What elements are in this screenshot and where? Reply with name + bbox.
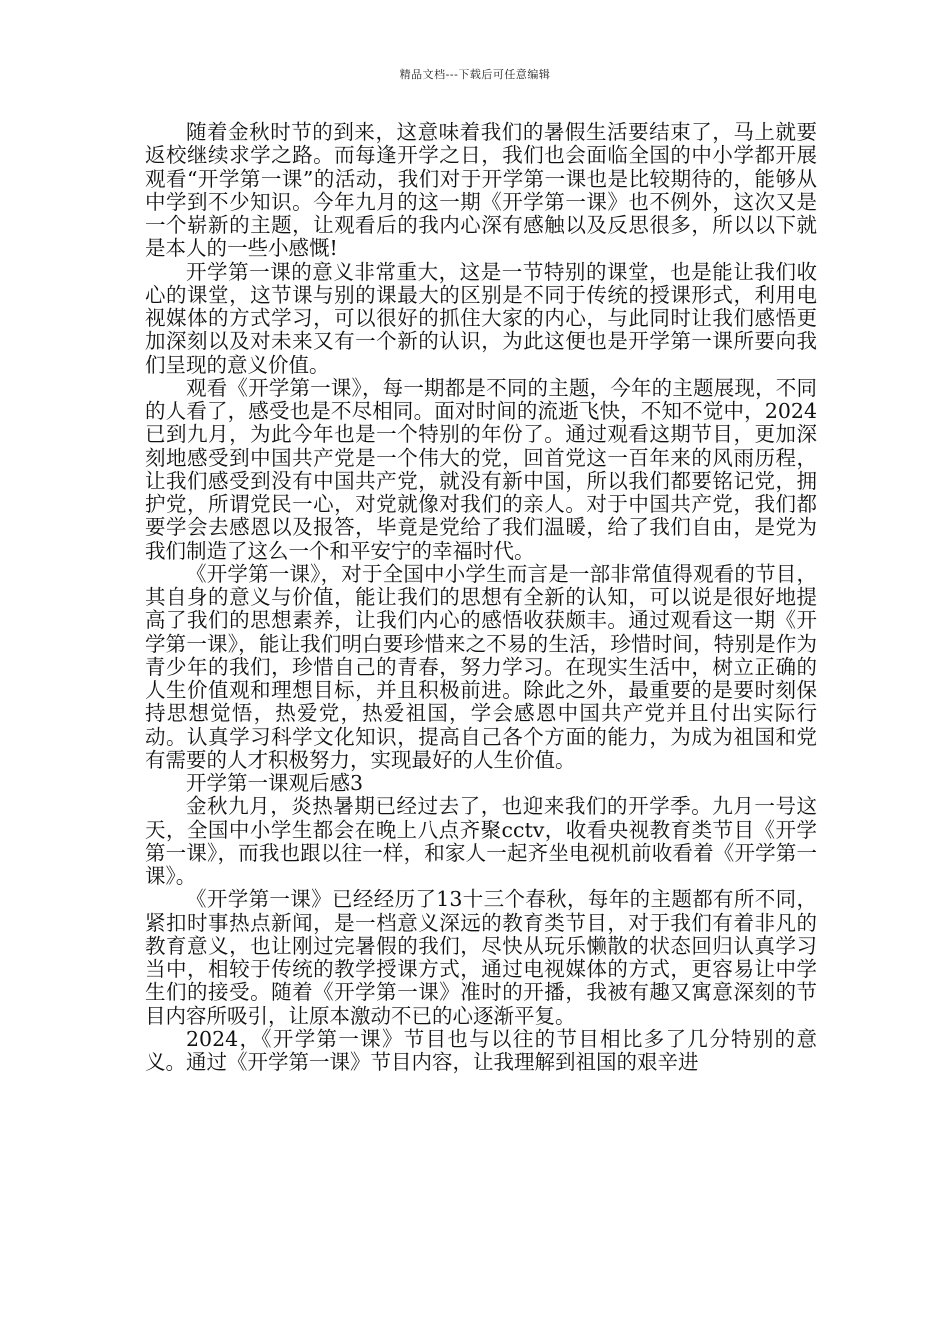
paragraph: 金秋九月，炎热暑期已经过去了，也迎来我们的开学季。九月一号这天，全国中小学生都会在晚上八点齐聚cctv，收看央视教育类节目《开学第一课》，而我也跟以往一样，和家人一起齐坐电视机前收看着《开学第一课》。 [145, 794, 817, 888]
paragraph: 2024，《开学第一课》节目也与以往的节目相比多了几分特别的意义。通过《开学第一课》节目内容，让我理解到祖国的艰辛进 [145, 1026, 817, 1074]
paragraph: 开学第一课的意义非常重大，这是一节特别的课堂，也是能让我们收心的课堂，这节课与别的课最大的区别是不同于传统的授课形式，利用电视媒体的方式学习，可以很好的抓住大家的内心，与此同时让我们感悟更加深刻以及对未来又有一个新的认识，为此这便也是开学第一课所要向我们呈现的意义价值。 [145, 259, 817, 377]
paragraph: 《开学第一课》，对于全国中小学生而言是一部非常值得观看的节目，其自身的意义与价值，能让我们的思想有全新的认知，可以说是很好地提高了我们的思想素养，让我们内心的感悟收获颇丰。通过观看这一期《开学第一课》，能让我们明白要珍惜来之不易的生活，珍惜时间，特别是作为青少年的我们，珍惜自己的青春，努力学习。在现实生活中，树立正确的人生价值观和理想目标，并且积极前进。除此之外，最重要的是要时刻保持思想觉悟，热爱党，热爱祖国，学会感恩中国共产党并且付出实际行动。认真学习科学文化知识，提高自己各个方面的能力，为成为祖国和党有需要的人才积极努力，实现最好的人生价值。 [145, 561, 817, 772]
paragraph: 观看《开学第一课》，每一期都是不同的主题，今年的主题展现，不同的人看了，感受也是不尽相同。面对时间的流逝飞快，不知不觉中，2024已到九月，为此今年也是一个特别的年份了。通过观看这期节目，更加深刻地感受到中国共产党是一个伟大的党，回首党这一百年来的风雨历程，让我们感受到没有中国共产党，就没有新中国，所以我们都要铭记党，拥护党，所谓党民一心，对党就像对我们的亲人。对于中国共产党，我们都要学会去感恩以及报答，毕竟是党给了我们温暖，给了我们自由，是党为我们制造了这么一个和平安宁的幸福时代。 [145, 375, 817, 563]
document-body [145, 121, 817, 1074]
section-heading: 开学第一课观后感3 [186, 771, 364, 795]
paragraph: 随着金秋时节的到来，这意味着我们的暑假生活要结束了，马上就要返校继续求学之路。而每逢开学之日，我们也会面临全国的中小学都开展观看“开学第一课”的活动，我们对于开学第一课也是比较期待的，能够从中学到不少知识。今年九月的这一期《开学第一课》也不例外，这次又是一个崭新的主题，让观看后的我内心深有感触以及反思很多，所以以下就是本人的一些小感慨! [145, 120, 817, 261]
paragraph: 《开学第一课》已经经历了13十三个春秋，每年的主题都有所不同，紧扣时事热点新闻，是一档意义深远的教育类节目，对于我们有着非凡的教育意义，也让刚过完暑假的我们，尽快从玩乐懒散的状态回归认真学习当中，相较于传统的教学授课方式，通过电视媒体的方式，更容易让中学生们的接受。随着《开学第一课》准时的开播，我被有趣又寓意深刻的节目内容所吸引，让原本激动不已的心逐渐平复。 [145, 887, 817, 1028]
page-header: 精品文档---下载后可任意编辑 [399, 68, 551, 81]
